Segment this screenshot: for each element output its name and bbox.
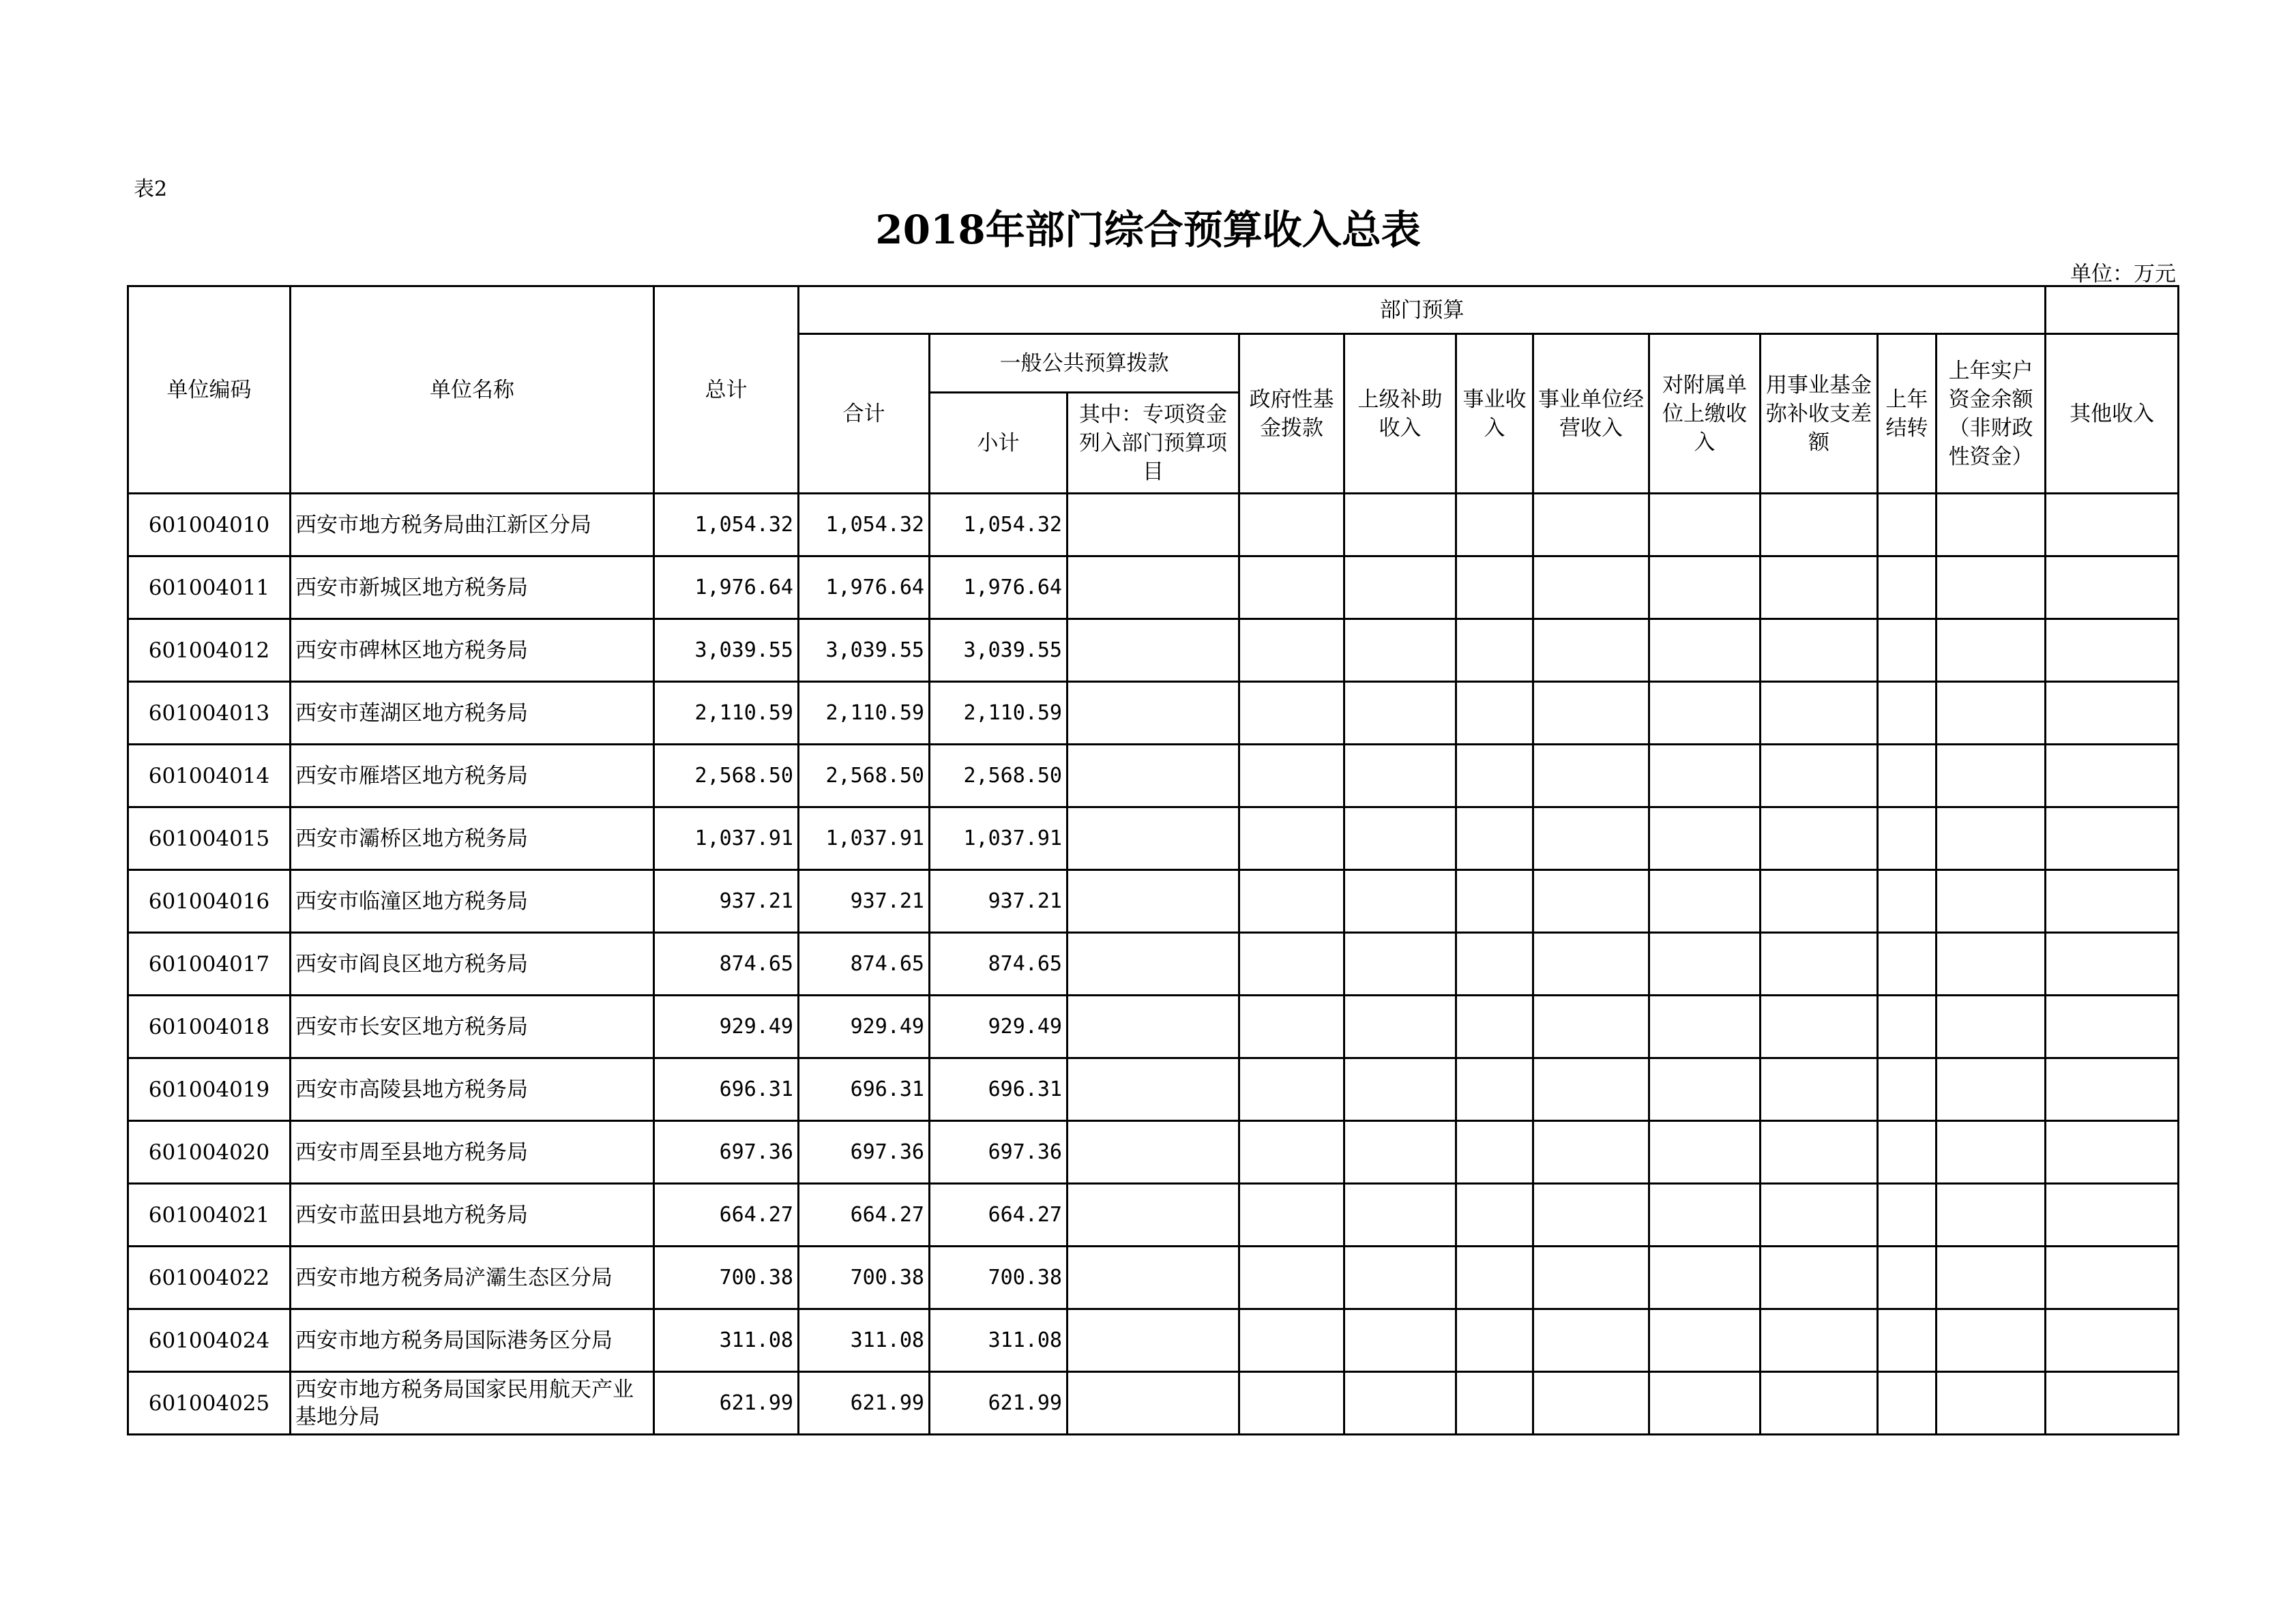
cell-empty bbox=[1344, 619, 1456, 682]
cell-empty bbox=[1649, 619, 1761, 682]
cell-empty bbox=[1649, 996, 1761, 1058]
table-row bbox=[128, 1372, 2179, 1435]
cell-empty bbox=[1456, 1058, 1533, 1121]
cell-empty bbox=[1068, 1247, 1239, 1309]
cell-empty bbox=[1344, 556, 1456, 619]
cell-unit-name: 西安市地方税务局国家民用航天产业基地分局 bbox=[291, 1372, 654, 1435]
cell-empty bbox=[1937, 1372, 2046, 1435]
cell-empty bbox=[1068, 682, 1239, 745]
cell-subtotal-all: 697.36 bbox=[799, 1121, 930, 1184]
cell-empty bbox=[1533, 1372, 1649, 1435]
cell-unit-name: 西安市地方税务局国际港务区分局 bbox=[291, 1309, 654, 1372]
cell-total: 621.99 bbox=[654, 1372, 799, 1435]
cell-empty bbox=[1533, 1058, 1649, 1121]
cell-empty bbox=[1456, 1121, 1533, 1184]
header-affiliated-income: 对附属单位上缴收入 bbox=[1649, 334, 1761, 494]
cell-unit-name: 西安市灞桥区地方税务局 bbox=[291, 807, 654, 870]
cell-unit-code: 601004013 bbox=[128, 682, 291, 745]
cell-empty bbox=[1533, 494, 1649, 556]
budget-income-table bbox=[127, 285, 2179, 1435]
cell-subtotal-all: 874.65 bbox=[799, 933, 930, 996]
cell-empty bbox=[1878, 556, 1937, 619]
cell-empty bbox=[1456, 933, 1533, 996]
table-row bbox=[128, 1121, 2179, 1184]
cell-unit-code: 601004011 bbox=[128, 556, 291, 619]
cell-empty bbox=[1068, 1309, 1239, 1372]
cell-empty bbox=[1878, 1309, 1937, 1372]
cell-empty bbox=[1649, 494, 1761, 556]
cell-empty bbox=[1239, 494, 1344, 556]
cell-empty bbox=[1456, 682, 1533, 745]
cell-empty bbox=[1761, 682, 1878, 745]
cell-empty bbox=[1937, 870, 2046, 933]
table-body bbox=[128, 494, 2179, 1435]
cell-unit-name: 西安市临潼区地方税务局 bbox=[291, 870, 654, 933]
table-row bbox=[128, 996, 2179, 1058]
cell-total: 696.31 bbox=[654, 1058, 799, 1121]
cell-empty bbox=[1761, 556, 1878, 619]
cell-empty bbox=[2046, 745, 2179, 807]
cell-unit-name: 西安市高陵县地方税务局 bbox=[291, 1058, 654, 1121]
cell-subtotal: 664.27 bbox=[930, 1184, 1068, 1247]
cell-total: 874.65 bbox=[654, 933, 799, 996]
cell-empty bbox=[2046, 1247, 2179, 1309]
cell-empty bbox=[1239, 807, 1344, 870]
cell-empty bbox=[1649, 682, 1761, 745]
cell-empty bbox=[1761, 933, 1878, 996]
table-row bbox=[128, 1309, 2179, 1372]
cell-empty bbox=[1533, 1247, 1649, 1309]
cell-total: 1,037.91 bbox=[654, 807, 799, 870]
cell-empty bbox=[1649, 556, 1761, 619]
cell-empty bbox=[1533, 996, 1649, 1058]
table-row bbox=[128, 1184, 2179, 1247]
cell-empty bbox=[2046, 1184, 2179, 1247]
cell-empty bbox=[1533, 1309, 1649, 1372]
cell-empty bbox=[1761, 1309, 1878, 1372]
cell-empty bbox=[2046, 933, 2179, 996]
cell-unit-code: 601004016 bbox=[128, 870, 291, 933]
cell-empty bbox=[1937, 807, 2046, 870]
cell-empty bbox=[2046, 682, 2179, 745]
cell-empty bbox=[1878, 682, 1937, 745]
cell-empty bbox=[1878, 1121, 1937, 1184]
table-row bbox=[128, 619, 2179, 682]
cell-empty bbox=[1937, 933, 2046, 996]
cell-empty bbox=[2046, 996, 2179, 1058]
cell-empty bbox=[1344, 1184, 1456, 1247]
cell-subtotal: 3,039.55 bbox=[930, 619, 1068, 682]
cell-subtotal-all: 937.21 bbox=[799, 870, 930, 933]
cell-empty bbox=[1937, 1058, 2046, 1121]
cell-empty bbox=[2046, 1121, 2179, 1184]
cell-subtotal-all: 700.38 bbox=[799, 1247, 930, 1309]
cell-unit-name: 西安市莲湖区地方税务局 bbox=[291, 682, 654, 745]
cell-empty bbox=[1344, 494, 1456, 556]
cell-empty bbox=[1533, 682, 1649, 745]
cell-empty bbox=[1878, 870, 1937, 933]
header-career-fund: 用事业基金弥补收支差额 bbox=[1761, 334, 1878, 494]
cell-empty bbox=[1937, 1121, 2046, 1184]
cell-empty bbox=[1344, 1309, 1456, 1372]
cell-subtotal: 929.49 bbox=[930, 996, 1068, 1058]
cell-empty bbox=[1761, 745, 1878, 807]
cell-unit-name: 西安市新城区地方税务局 bbox=[291, 556, 654, 619]
header-subtotal: 小计 bbox=[930, 393, 1068, 494]
cell-subtotal-all: 621.99 bbox=[799, 1372, 930, 1435]
table-row bbox=[128, 1247, 2179, 1309]
table-row bbox=[128, 494, 2179, 556]
cell-empty bbox=[1649, 933, 1761, 996]
cell-empty bbox=[1533, 745, 1649, 807]
cell-empty bbox=[1456, 619, 1533, 682]
cell-empty bbox=[1649, 1058, 1761, 1121]
cell-empty bbox=[1239, 619, 1344, 682]
cell-empty bbox=[1344, 1121, 1456, 1184]
cell-empty bbox=[1761, 1372, 1878, 1435]
cell-empty bbox=[2046, 1372, 2179, 1435]
cell-empty bbox=[1649, 1121, 1761, 1184]
cell-empty bbox=[1937, 556, 2046, 619]
cell-empty bbox=[1239, 933, 1344, 996]
cell-subtotal: 700.38 bbox=[930, 1247, 1068, 1309]
cell-empty bbox=[1344, 745, 1456, 807]
header-general-public: 一般公共预算拨款 bbox=[930, 334, 1239, 393]
cell-empty bbox=[1068, 933, 1239, 996]
header-blank bbox=[2046, 286, 2179, 334]
cell-subtotal-all: 929.49 bbox=[799, 996, 930, 1058]
cell-subtotal: 311.08 bbox=[930, 1309, 1068, 1372]
cell-total: 664.27 bbox=[654, 1184, 799, 1247]
unit-label: 单位：万元 bbox=[2070, 262, 2176, 286]
cell-empty bbox=[1068, 494, 1239, 556]
cell-empty bbox=[1068, 556, 1239, 619]
cell-empty bbox=[1649, 1309, 1761, 1372]
table-row bbox=[128, 933, 2179, 996]
cell-empty bbox=[1344, 1372, 1456, 1435]
cell-empty bbox=[1761, 1247, 1878, 1309]
cell-empty bbox=[1239, 1184, 1344, 1247]
cell-unit-name: 西安市蓝田县地方税务局 bbox=[291, 1184, 654, 1247]
table-row bbox=[128, 745, 2179, 807]
cell-subtotal-all: 3,039.55 bbox=[799, 619, 930, 682]
cell-empty bbox=[1239, 745, 1344, 807]
cell-unit-name: 西安市地方税务局曲江新区分局 bbox=[291, 494, 654, 556]
cell-empty bbox=[1239, 1309, 1344, 1372]
cell-empty bbox=[1761, 870, 1878, 933]
cell-empty bbox=[1878, 494, 1937, 556]
cell-total: 311.08 bbox=[654, 1309, 799, 1372]
cell-subtotal: 621.99 bbox=[930, 1372, 1068, 1435]
cell-empty bbox=[2046, 1309, 2179, 1372]
cell-empty bbox=[1878, 996, 1937, 1058]
cell-empty bbox=[1533, 619, 1649, 682]
cell-unit-code: 601004017 bbox=[128, 933, 291, 996]
cell-empty bbox=[1878, 745, 1937, 807]
cell-empty bbox=[1878, 1372, 1937, 1435]
cell-empty bbox=[2046, 619, 2179, 682]
cell-unit-name: 西安市雁塔区地方税务局 bbox=[291, 745, 654, 807]
cell-empty bbox=[1649, 1372, 1761, 1435]
cell-empty bbox=[1761, 1121, 1878, 1184]
cell-empty bbox=[1937, 996, 2046, 1058]
header-subtotal-all: 合计 bbox=[799, 334, 930, 494]
cell-empty bbox=[1344, 933, 1456, 996]
cell-unit-code: 601004025 bbox=[128, 1372, 291, 1435]
cell-subtotal: 697.36 bbox=[930, 1121, 1068, 1184]
header-superior-subsidy: 上级补助收入 bbox=[1344, 334, 1456, 494]
cell-total: 1,054.32 bbox=[654, 494, 799, 556]
cell-empty bbox=[1761, 494, 1878, 556]
cell-empty bbox=[1456, 1309, 1533, 1372]
header-other-income: 其他收入 bbox=[2046, 334, 2179, 494]
header-dept-budget: 部门预算 bbox=[799, 286, 2046, 334]
cell-empty bbox=[1456, 494, 1533, 556]
cell-empty bbox=[1761, 996, 1878, 1058]
cell-empty bbox=[1239, 1247, 1344, 1309]
cell-empty bbox=[1239, 1058, 1344, 1121]
table-row bbox=[128, 870, 2179, 933]
cell-empty bbox=[1239, 1121, 1344, 1184]
cell-empty bbox=[1068, 807, 1239, 870]
cell-subtotal-all: 1,054.32 bbox=[799, 494, 930, 556]
cell-total: 937.21 bbox=[654, 870, 799, 933]
cell-empty bbox=[1878, 619, 1937, 682]
cell-subtotal-all: 2,568.50 bbox=[799, 745, 930, 807]
cell-empty bbox=[1456, 870, 1533, 933]
cell-empty bbox=[2046, 1058, 2179, 1121]
cell-empty bbox=[2046, 870, 2179, 933]
cell-unit-code: 601004021 bbox=[128, 1184, 291, 1247]
cell-empty bbox=[1068, 870, 1239, 933]
cell-empty bbox=[1344, 870, 1456, 933]
cell-total: 2,568.50 bbox=[654, 745, 799, 807]
cell-empty bbox=[1344, 996, 1456, 1058]
cell-total: 697.36 bbox=[654, 1121, 799, 1184]
cell-unit-code: 601004024 bbox=[128, 1309, 291, 1372]
cell-empty bbox=[1649, 870, 1761, 933]
cell-total: 2,110.59 bbox=[654, 682, 799, 745]
cell-subtotal: 937.21 bbox=[930, 870, 1068, 933]
cell-unit-code: 601004020 bbox=[128, 1121, 291, 1184]
header-prior-balance: 上年实户资金余额（非财政性资金） bbox=[1937, 334, 2046, 494]
cell-unit-code: 601004012 bbox=[128, 619, 291, 682]
table-row bbox=[128, 682, 2179, 745]
cell-empty bbox=[1068, 996, 1239, 1058]
cell-empty bbox=[1344, 682, 1456, 745]
cell-total: 1,976.64 bbox=[654, 556, 799, 619]
cell-empty bbox=[1878, 1184, 1937, 1247]
header-unit-code: 单位编码 bbox=[128, 286, 291, 494]
cell-empty bbox=[2046, 494, 2179, 556]
cell-empty bbox=[1239, 996, 1344, 1058]
header-operating-income: 事业单位经营收入 bbox=[1533, 334, 1649, 494]
header-carry-over: 上年结转 bbox=[1878, 334, 1937, 494]
cell-unit-code: 601004010 bbox=[128, 494, 291, 556]
cell-unit-name: 西安市周至县地方税务局 bbox=[291, 1121, 654, 1184]
cell-empty bbox=[1533, 556, 1649, 619]
cell-empty bbox=[1239, 682, 1344, 745]
cell-empty bbox=[2046, 807, 2179, 870]
cell-empty bbox=[1649, 1247, 1761, 1309]
cell-unit-code: 601004022 bbox=[128, 1247, 291, 1309]
cell-subtotal: 2,110.59 bbox=[930, 682, 1068, 745]
cell-subtotal: 1,037.91 bbox=[930, 807, 1068, 870]
cell-empty bbox=[1456, 1372, 1533, 1435]
cell-empty bbox=[1456, 1247, 1533, 1309]
cell-empty bbox=[1068, 745, 1239, 807]
cell-empty bbox=[1456, 807, 1533, 870]
cell-empty bbox=[1649, 1184, 1761, 1247]
cell-empty bbox=[1761, 619, 1878, 682]
cell-unit-code: 601004015 bbox=[128, 807, 291, 870]
cell-empty bbox=[1456, 996, 1533, 1058]
cell-empty bbox=[1239, 556, 1344, 619]
cell-subtotal: 1,054.32 bbox=[930, 494, 1068, 556]
cell-empty bbox=[1456, 1184, 1533, 1247]
cell-subtotal: 2,568.50 bbox=[930, 745, 1068, 807]
cell-empty bbox=[1533, 1121, 1649, 1184]
header-gov-fund: 政府性基金拨款 bbox=[1239, 334, 1344, 494]
table-row bbox=[128, 807, 2179, 870]
cell-empty bbox=[1937, 619, 2046, 682]
cell-empty bbox=[1239, 870, 1344, 933]
header-unit-name: 单位名称 bbox=[291, 286, 654, 494]
cell-empty bbox=[1533, 870, 1649, 933]
cell-unit-name: 西安市长安区地方税务局 bbox=[291, 996, 654, 1058]
cell-empty bbox=[1068, 619, 1239, 682]
cell-empty bbox=[1068, 1121, 1239, 1184]
cell-empty bbox=[1649, 807, 1761, 870]
cell-empty bbox=[1878, 1058, 1937, 1121]
cell-unit-code: 601004018 bbox=[128, 996, 291, 1058]
cell-empty bbox=[1344, 1058, 1456, 1121]
cell-unit-name: 西安市阎良区地方税务局 bbox=[291, 933, 654, 996]
cell-empty bbox=[1761, 807, 1878, 870]
cell-subtotal: 696.31 bbox=[930, 1058, 1068, 1121]
cell-empty bbox=[1937, 745, 2046, 807]
cell-empty bbox=[1344, 1247, 1456, 1309]
cell-empty bbox=[1878, 1247, 1937, 1309]
cell-empty bbox=[1937, 494, 2046, 556]
cell-empty bbox=[1937, 682, 2046, 745]
cell-unit-code: 601004014 bbox=[128, 745, 291, 807]
cell-unit-name: 西安市碑林区地方税务局 bbox=[291, 619, 654, 682]
cell-subtotal: 874.65 bbox=[930, 933, 1068, 996]
cell-subtotal-all: 2,110.59 bbox=[799, 682, 930, 745]
table-label: 表2 bbox=[134, 177, 168, 201]
cell-empty bbox=[1878, 933, 1937, 996]
cell-subtotal-all: 696.31 bbox=[799, 1058, 930, 1121]
cell-empty bbox=[1456, 556, 1533, 619]
cell-empty bbox=[1239, 1372, 1344, 1435]
cell-empty bbox=[1937, 1184, 2046, 1247]
cell-empty bbox=[1937, 1247, 2046, 1309]
cell-empty bbox=[1533, 1184, 1649, 1247]
cell-subtotal-all: 664.27 bbox=[799, 1184, 930, 1247]
cell-empty bbox=[1344, 807, 1456, 870]
cell-empty bbox=[1456, 745, 1533, 807]
cell-subtotal-all: 1,976.64 bbox=[799, 556, 930, 619]
cell-subtotal: 1,976.64 bbox=[930, 556, 1068, 619]
cell-empty bbox=[1649, 745, 1761, 807]
cell-empty bbox=[2046, 556, 2179, 619]
cell-unit-name: 西安市地方税务局浐灞生态区分局 bbox=[291, 1247, 654, 1309]
page-title: 2018年部门综合预算收入总表 bbox=[875, 207, 1421, 253]
table-row bbox=[128, 556, 2179, 619]
cell-empty bbox=[1937, 1309, 2046, 1372]
header-total: 总计 bbox=[654, 286, 799, 494]
cell-empty bbox=[1878, 807, 1937, 870]
cell-total: 929.49 bbox=[654, 996, 799, 1058]
header-special-funds: 其中：专项资金列入部门预算项目 bbox=[1068, 393, 1239, 494]
cell-subtotal-all: 311.08 bbox=[799, 1309, 930, 1372]
cell-total: 3,039.55 bbox=[654, 619, 799, 682]
cell-empty bbox=[1761, 1058, 1878, 1121]
cell-subtotal-all: 1,037.91 bbox=[799, 807, 930, 870]
cell-empty bbox=[1533, 807, 1649, 870]
cell-empty bbox=[1068, 1058, 1239, 1121]
table-row bbox=[128, 1058, 2179, 1121]
cell-empty bbox=[1533, 933, 1649, 996]
cell-empty bbox=[1068, 1184, 1239, 1247]
cell-total: 700.38 bbox=[654, 1247, 799, 1309]
cell-empty bbox=[1068, 1372, 1239, 1435]
cell-empty bbox=[1761, 1184, 1878, 1247]
header-career-income: 事业收入 bbox=[1456, 334, 1533, 494]
cell-unit-code: 601004019 bbox=[128, 1058, 291, 1121]
